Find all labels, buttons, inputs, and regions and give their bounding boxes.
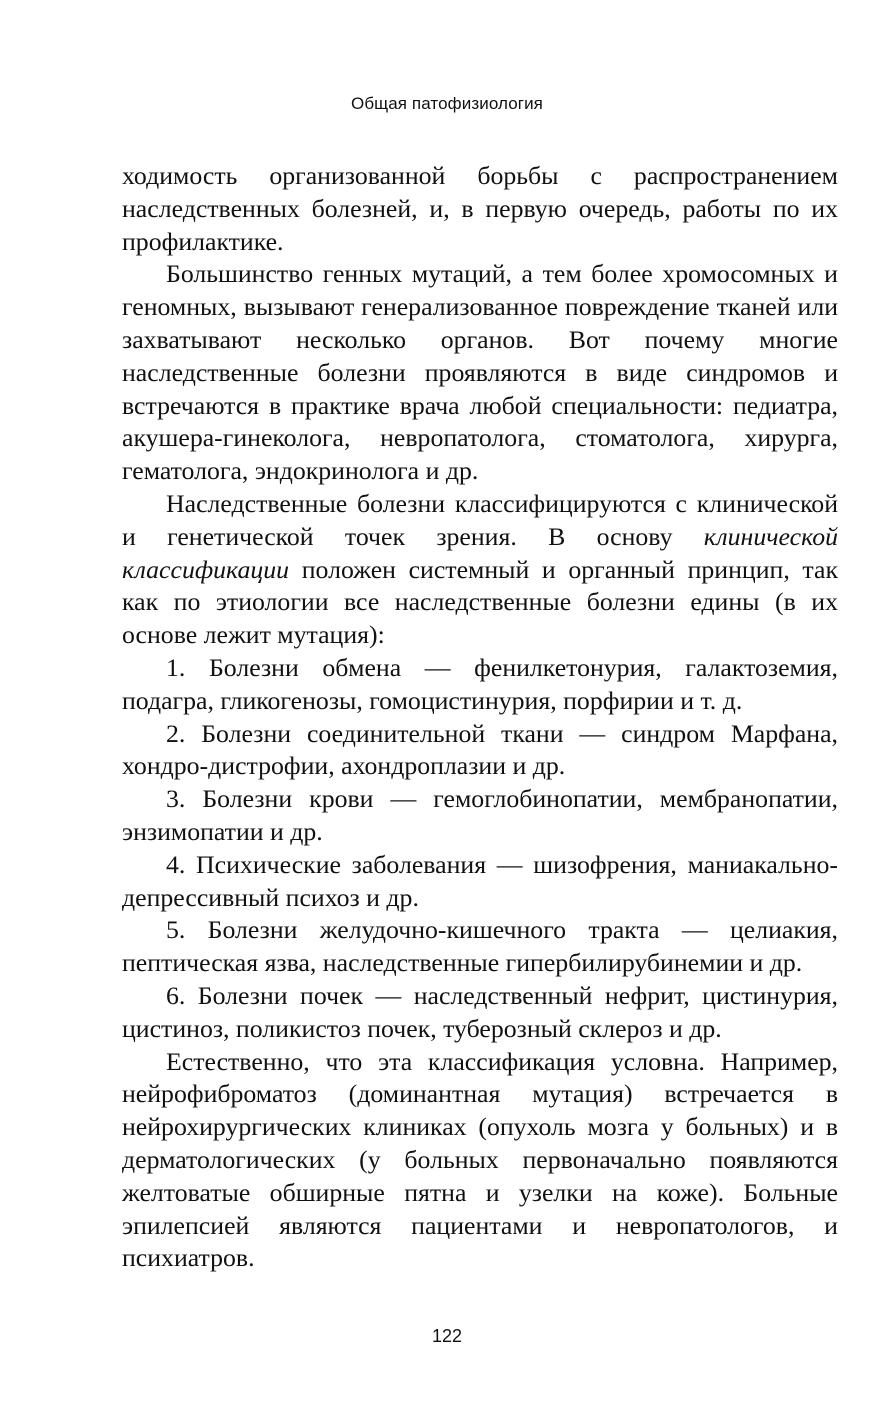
paragraph-classification-text-end: положен системный и органный принцип, так как по этиологии все наследственные болезни едины (в их основе лежит мутация):	[122, 554, 838, 650]
paragraph-conditional-classification: Естественно, что эта классификация условна. Например, нейрофиброматоз (доминантная мутация) встречается в нейрохирургических клиниках (опухоль мозга у больных) и в дерматологических (у больных первоначально появляются желтоватые обширные пятна и узелки на коже). Больные эпилепсией являются пациентами и невропатологов, и психиатров.	[122, 1046, 838, 1273]
paragraph-classification	[122, 488, 838, 652]
list-item-kidney-diseases: 6. Болезни почек — наследственный нефрит, цистинурия, цистиноз, поликистоз почек, туберозный склероз и др.	[122, 980, 838, 1043]
paragraph-gene-mutations: Большинство генных мутаций, а тем более хромосомных и геномных, вызывают генерализованное повреждение тканей или захватывают несколько органов. Вот почему многие наследственные болезни проявляются в виде синдромов и встречаются в практике врача любой специальности: педиатра, акушера-гинеколога, невропатолога, стоматолога, хирурга, гематолога, эндокринолога и др.	[122, 259, 838, 486]
paragraph-continuation: ходимость организованной борьбы с распространением наследственных болезней, и, в первую очередь, работы по их профилактике.	[122, 161, 838, 256]
list-item-mental-diseases: 4. Психические заболевания — шизофрения, маниакально-депрессивный психоз и др.	[122, 849, 838, 912]
list-item-connective-tissue-diseases: 2. Болезни соединительной ткани — синдром Марфана, хондро-дистрофии, ахондроплазии и др.	[122, 718, 838, 781]
page-number: 122	[431, 1326, 463, 1346]
list-item-blood-diseases: 3. Болезни крови — гемоглобинопатии, мембранопатии, энзимопатии и др.	[122, 784, 838, 846]
main-text	[122, 160, 838, 1275]
list-item-gastrointestinal-diseases: 5. Болезни желудочно-кишечного тракта — целиакия, пептическая язва, наследственные гипербилирубинемии и др.	[122, 915, 838, 978]
running-head-title: Общая патофизиология	[351, 94, 543, 113]
clinical-classification-term: клинической классификации	[122, 521, 838, 584]
paragraph-classification-text-start: Наследственные болезни классифицируются с клинической и генетической точек зрения. В основу	[122, 488, 838, 551]
list-item-metabolic-diseases: 1. Болезни обмена — фенилкетонурия, галактоземия, подагра, гликогенозы, гомоцистинурия, порфирии и т. д.	[122, 652, 838, 715]
